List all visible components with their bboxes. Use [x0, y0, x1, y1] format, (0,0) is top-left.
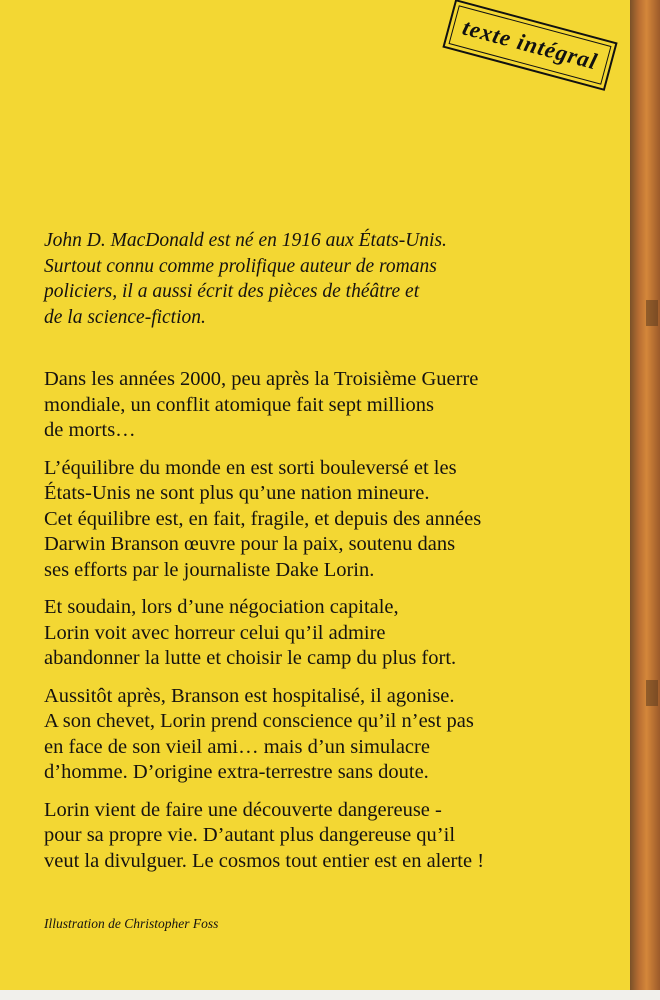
blurb-line: d’homme. D’origine extra-terrestre sans doute.: [44, 761, 429, 783]
blurb-line: pour sa propre vie. D’autant plus dangereuse qu’il: [44, 824, 456, 846]
blurb-line: Darwin Branson œuvre pour la paix, soutenu dans: [44, 533, 456, 555]
blurb-line: de morts…: [44, 419, 136, 441]
blurb-line: Et soudain, lors d’une négociation capitale,: [44, 596, 399, 618]
bio-line: policiers, il a aussi écrit des pièces de théâtre et: [44, 281, 420, 302]
blurb-paragraph: [44, 367, 619, 444]
illustration-credit: Illustration de Christopher Foss: [44, 916, 219, 931]
blurb-line: États-Unis ne sont plus qu’une nation mineure.: [44, 482, 430, 504]
blurb-paragraph: [44, 595, 619, 672]
blurb-line: ses efforts par le journaliste Dake Lorin.: [44, 558, 375, 581]
blurb-line: Cet équilibre est, en fait, fragile, et depuis des années: [44, 507, 482, 530]
bio-line: Surtout connu comme prolifique auteur de romans: [44, 255, 437, 277]
blurb-line: A son chevet, Lorin prend conscience qu’il n’est pas: [44, 710, 474, 732]
blurb-paragraph: [44, 456, 619, 584]
book-spine-edge: [630, 0, 660, 990]
blurb-line: Dans les années 2000, peu après la Troisième Guerre: [44, 368, 479, 390]
bio-line: de la science-fiction.: [44, 306, 206, 328]
blurb-line: Lorin vient de faire une découverte dangereuse -: [44, 798, 442, 821]
book-blurb: [44, 367, 619, 886]
stamp-label: texte intégral: [459, 14, 601, 75]
blurb-line: veut la divulguer. Le cosmos tout entier est en alerte !: [44, 849, 485, 872]
blurb-line: en face de son vieil ami… mais d’un simulacre: [44, 735, 430, 758]
blurb-line: Aussitôt après, Branson est hospitalisé, il agonise.: [44, 684, 455, 707]
spine-mark: [646, 680, 658, 706]
spine-mark: [646, 300, 658, 326]
blurb-paragraph: [44, 798, 619, 875]
blurb-line: L’équilibre du monde en est sorti bouleversé et les: [44, 456, 457, 479]
author-bio: [44, 228, 604, 330]
blurb-line: abandonner la lutte et choisir le camp du plus fort.: [44, 647, 457, 669]
blurb-line: Lorin voit avec horreur celui qu’il admire: [44, 621, 386, 644]
blurb-line: mondiale, un conflit atomique fait sept millions: [44, 393, 435, 416]
bio-line: John D. MacDonald est né en 1916 aux États-Unis.: [44, 230, 447, 251]
blurb-paragraph: [44, 684, 619, 786]
